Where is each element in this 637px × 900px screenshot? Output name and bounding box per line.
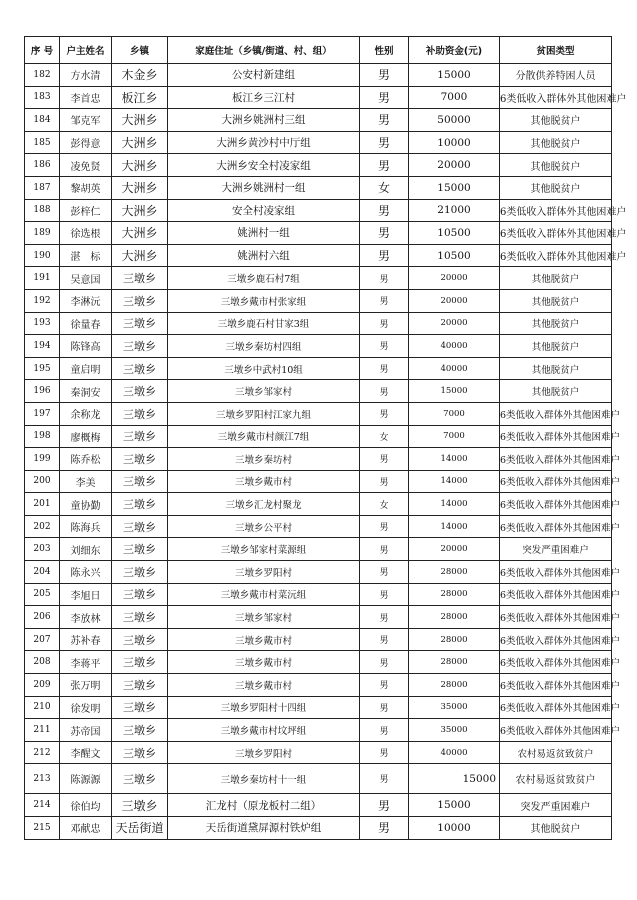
cell-type: 6类低收入群体外其他困难户 bbox=[500, 651, 612, 674]
cell-name: 李蒋平 bbox=[60, 651, 112, 674]
table-row bbox=[25, 628, 612, 651]
cell-amount: 10000 bbox=[409, 817, 500, 840]
cell-address: 大洲乡姚洲村一组 bbox=[168, 176, 360, 199]
cell-amount: 15000 bbox=[409, 794, 500, 817]
cell-town: 三墩乡 bbox=[112, 606, 168, 629]
cell-amount: 14000 bbox=[409, 448, 500, 471]
cell-amount: 40000 bbox=[409, 741, 500, 764]
cell-type: 6类低收入群体外其他困难户 bbox=[500, 606, 612, 629]
subsidy-table bbox=[24, 36, 627, 840]
cell-sex: 男 bbox=[360, 109, 409, 132]
cell-sex: 男 bbox=[360, 696, 409, 719]
cell-type: 6类低收入群体外其他困难户 bbox=[500, 448, 612, 471]
cell-sex: 男 bbox=[360, 741, 409, 764]
cell-no: 204 bbox=[25, 561, 60, 584]
cell-town: 三墩乡 bbox=[112, 674, 168, 697]
table-row bbox=[25, 402, 612, 425]
cell-amount: 15000 bbox=[409, 64, 500, 87]
cell-address: 三墩乡戴市村颜江7组 bbox=[168, 425, 360, 448]
cell-name: 余称龙 bbox=[60, 402, 112, 425]
cell-name: 方水清 bbox=[60, 64, 112, 87]
cell-town: 三墩乡 bbox=[112, 515, 168, 538]
cell-no: 182 bbox=[25, 64, 60, 87]
cell-name: 邹克军 bbox=[60, 109, 112, 132]
cell-sex: 男 bbox=[360, 312, 409, 335]
cell-amount: 50000 bbox=[409, 109, 500, 132]
cell-type: 其他脱贫户 bbox=[500, 154, 612, 177]
cell-address: 三墩乡戴市村 bbox=[168, 674, 360, 697]
table-row bbox=[25, 244, 612, 267]
cell-name: 陈乔松 bbox=[60, 448, 112, 471]
cell-type: 其他脱贫户 bbox=[500, 312, 612, 335]
cell-type: 6类低收入群体外其他困难户 bbox=[500, 719, 612, 742]
cell-sex: 男 bbox=[360, 764, 409, 794]
cell-sex: 男 bbox=[360, 674, 409, 697]
cell-type: 其他脱贫户 bbox=[500, 289, 612, 312]
cell-sex: 男 bbox=[360, 335, 409, 358]
cell-name: 徐量春 bbox=[60, 312, 112, 335]
cell-address: 公安村新建组 bbox=[168, 64, 360, 87]
cell-sex: 男 bbox=[360, 64, 409, 87]
cell-address: 三墩乡罗阳村 bbox=[168, 741, 360, 764]
cell-no: 202 bbox=[25, 515, 60, 538]
cell-address: 大洲乡姚洲村三组 bbox=[168, 109, 360, 132]
cell-no: 194 bbox=[25, 335, 60, 358]
cell-sex: 男 bbox=[360, 606, 409, 629]
cell-address: 三墩乡邹家村 bbox=[168, 606, 360, 629]
table-row bbox=[25, 764, 612, 794]
cell-town: 三墩乡 bbox=[112, 448, 168, 471]
cell-type: 突发严重困难户 bbox=[500, 538, 612, 561]
table-row bbox=[25, 64, 612, 87]
cell-address: 三墩乡中武村10组 bbox=[168, 357, 360, 380]
cell-name: 张万明 bbox=[60, 674, 112, 697]
cell-name: 李淋沅 bbox=[60, 289, 112, 312]
cell-type: 6类低收入群体外其他困难户 bbox=[500, 470, 612, 493]
table-row bbox=[25, 448, 612, 471]
table-body bbox=[25, 64, 627, 840]
cell-amount: 7000 bbox=[409, 86, 500, 109]
cell-name: 邓献忠 bbox=[60, 817, 112, 840]
cell-name: 徐伯均 bbox=[60, 794, 112, 817]
cell-sex: 男 bbox=[360, 515, 409, 538]
cell-name: 李美 bbox=[60, 470, 112, 493]
table-row bbox=[25, 86, 612, 109]
cell-sex: 男 bbox=[360, 199, 409, 222]
cell-address: 三墩乡汇龙村聚龙 bbox=[168, 493, 360, 516]
cell-type: 其他脱贫户 bbox=[500, 357, 612, 380]
cell-town: 大洲乡 bbox=[112, 244, 168, 267]
header-address: 家庭住址（乡镇/街道、村、组） bbox=[168, 37, 360, 64]
cell-town: 大洲乡 bbox=[112, 109, 168, 132]
cell-town: 三墩乡 bbox=[112, 538, 168, 561]
cell-town: 三墩乡 bbox=[112, 289, 168, 312]
cell-town: 木金乡 bbox=[112, 64, 168, 87]
cell-amount: 14000 bbox=[409, 470, 500, 493]
cell-no: 185 bbox=[25, 131, 60, 154]
cell-amount: 14000 bbox=[409, 493, 500, 516]
cell-sex: 男 bbox=[360, 794, 409, 817]
cell-type: 6类低收入群体外其他困难户 bbox=[500, 493, 612, 516]
cell-name: 陈海兵 bbox=[60, 515, 112, 538]
table-row bbox=[25, 380, 612, 403]
table-row bbox=[25, 357, 612, 380]
cell-address: 三墩乡戴市村坟坪组 bbox=[168, 719, 360, 742]
table-row bbox=[25, 538, 612, 561]
cell-no: 208 bbox=[25, 651, 60, 674]
cell-amount: 7000 bbox=[409, 402, 500, 425]
cell-town: 三墩乡 bbox=[112, 470, 168, 493]
table-row bbox=[25, 176, 612, 199]
cell-name: 苏补春 bbox=[60, 628, 112, 651]
table-row bbox=[25, 696, 612, 719]
table-row bbox=[25, 674, 612, 697]
cell-sex: 男 bbox=[360, 380, 409, 403]
cell-sex: 男 bbox=[360, 289, 409, 312]
header-name: 户主姓名 bbox=[60, 37, 112, 64]
cell-sex: 男 bbox=[360, 244, 409, 267]
header-sex: 性别 bbox=[360, 37, 409, 64]
cell-type: 6类低收入群体外其他困难户 bbox=[500, 515, 612, 538]
cell-town: 三墩乡 bbox=[112, 583, 168, 606]
cell-sex: 女 bbox=[360, 493, 409, 516]
cell-no: 197 bbox=[25, 402, 60, 425]
cell-sex: 女 bbox=[360, 425, 409, 448]
cell-no: 196 bbox=[25, 380, 60, 403]
cell-name: 李首忠 bbox=[60, 86, 112, 109]
cell-town: 大洲乡 bbox=[112, 154, 168, 177]
cell-no: 198 bbox=[25, 425, 60, 448]
cell-address: 三墩乡罗阳村十四组 bbox=[168, 696, 360, 719]
cell-no: 211 bbox=[25, 719, 60, 742]
cell-amount: 14000 bbox=[409, 515, 500, 538]
cell-sex: 男 bbox=[360, 222, 409, 245]
cell-town: 大洲乡 bbox=[112, 131, 168, 154]
cell-no: 207 bbox=[25, 628, 60, 651]
cell-type: 6类低收入群体外其他困难户 bbox=[500, 583, 612, 606]
table-row bbox=[25, 335, 612, 358]
cell-town: 三墩乡 bbox=[112, 561, 168, 584]
cell-no: 192 bbox=[25, 289, 60, 312]
cell-address: 板江乡三江村 bbox=[168, 86, 360, 109]
cell-sex: 男 bbox=[360, 538, 409, 561]
cell-town: 三墩乡 bbox=[112, 651, 168, 674]
cell-name: 李放林 bbox=[60, 606, 112, 629]
cell-sex: 男 bbox=[360, 651, 409, 674]
cell-sex: 男 bbox=[360, 86, 409, 109]
cell-name: 苏帝国 bbox=[60, 719, 112, 742]
cell-address: 三墩乡戴市村 bbox=[168, 628, 360, 651]
table-row bbox=[25, 719, 612, 742]
header-row bbox=[25, 37, 612, 64]
cell-no: 209 bbox=[25, 674, 60, 697]
cell-town: 三墩乡 bbox=[112, 402, 168, 425]
cell-name: 彭梓仁 bbox=[60, 199, 112, 222]
table-row bbox=[25, 289, 612, 312]
cell-no: 203 bbox=[25, 538, 60, 561]
cell-address: 三墩乡邹家村菜源组 bbox=[168, 538, 360, 561]
cell-amount: 10500 bbox=[409, 244, 500, 267]
header-no: 序 号 bbox=[25, 37, 60, 64]
cell-type: 6类低收入群体外其他困难户 bbox=[500, 674, 612, 697]
cell-address: 三墩乡罗阳村江家九组 bbox=[168, 402, 360, 425]
cell-name: 李醒文 bbox=[60, 741, 112, 764]
cell-amount: 21000 bbox=[409, 199, 500, 222]
table-row bbox=[25, 794, 612, 817]
cell-type: 农村易返贫致贫户 bbox=[500, 764, 612, 794]
cell-sex: 男 bbox=[360, 357, 409, 380]
header-amount: 补助资金(元) bbox=[409, 37, 500, 64]
cell-no: 187 bbox=[25, 176, 60, 199]
table-row bbox=[25, 515, 612, 538]
cell-town: 三墩乡 bbox=[112, 764, 168, 794]
cell-amount: 35000 bbox=[409, 719, 500, 742]
cell-type: 其他脱贫户 bbox=[500, 335, 612, 358]
cell-town: 三墩乡 bbox=[112, 696, 168, 719]
cell-sex: 男 bbox=[360, 448, 409, 471]
cell-amount: 28000 bbox=[409, 651, 500, 674]
table-row bbox=[25, 267, 612, 290]
cell-town: 三墩乡 bbox=[112, 741, 168, 764]
cell-name: 徐选根 bbox=[60, 222, 112, 245]
header-town: 乡镇 bbox=[112, 37, 168, 64]
header-type: 贫困类型 bbox=[500, 37, 612, 64]
cell-no: 190 bbox=[25, 244, 60, 267]
cell-town: 三墩乡 bbox=[112, 425, 168, 448]
table-row bbox=[25, 312, 612, 335]
cell-amount: 20000 bbox=[409, 538, 500, 561]
table-row bbox=[25, 470, 612, 493]
cell-no: 199 bbox=[25, 448, 60, 471]
cell-town: 板江乡 bbox=[112, 86, 168, 109]
table-row bbox=[25, 817, 612, 840]
cell-sex: 男 bbox=[360, 561, 409, 584]
table-row bbox=[25, 425, 612, 448]
table-row bbox=[25, 561, 612, 584]
cell-name: 童协勤 bbox=[60, 493, 112, 516]
cell-address: 三墩乡鹿石村甘家3组 bbox=[168, 312, 360, 335]
cell-address: 三墩乡鹿石村7组 bbox=[168, 267, 360, 290]
cell-amount: 7000 bbox=[409, 425, 500, 448]
cell-amount: 35000 bbox=[409, 696, 500, 719]
cell-town: 三墩乡 bbox=[112, 628, 168, 651]
cell-name: 秦洞安 bbox=[60, 380, 112, 403]
cell-sex: 男 bbox=[360, 402, 409, 425]
cell-amount: 20000 bbox=[409, 154, 500, 177]
cell-amount: 15000 bbox=[409, 380, 500, 403]
cell-type: 其他脱贫户 bbox=[500, 131, 612, 154]
cell-sex: 男 bbox=[360, 154, 409, 177]
cell-type: 6类低收入群体外其他困难户 bbox=[500, 561, 612, 584]
cell-town: 三墩乡 bbox=[112, 312, 168, 335]
cell-sex: 男 bbox=[360, 583, 409, 606]
cell-amount: 40000 bbox=[409, 357, 500, 380]
cell-type: 其他脱贫户 bbox=[500, 267, 612, 290]
cell-town: 三墩乡 bbox=[112, 335, 168, 358]
cell-address: 三墩乡戴市村 bbox=[168, 651, 360, 674]
cell-address: 汇龙村（原龙板村二组） bbox=[168, 794, 360, 817]
table-row bbox=[25, 583, 612, 606]
cell-address: 大洲乡安全村凌家组 bbox=[168, 154, 360, 177]
cell-amount: 15000 bbox=[409, 764, 500, 794]
cell-type: 突发严重困难户 bbox=[500, 794, 612, 817]
cell-town: 大洲乡 bbox=[112, 176, 168, 199]
cell-address: 三墩乡公平村 bbox=[168, 515, 360, 538]
cell-address: 大洲乡黄沙村中厅组 bbox=[168, 131, 360, 154]
cell-amount: 28000 bbox=[409, 606, 500, 629]
cell-name: 陈源源 bbox=[60, 764, 112, 794]
cell-address: 姚洲村六组 bbox=[168, 244, 360, 267]
cell-no: 201 bbox=[25, 493, 60, 516]
cell-amount: 10000 bbox=[409, 131, 500, 154]
cell-no: 184 bbox=[25, 109, 60, 132]
cell-town: 大洲乡 bbox=[112, 222, 168, 245]
cell-name: 黎胡英 bbox=[60, 176, 112, 199]
cell-name: 彭得意 bbox=[60, 131, 112, 154]
table-row bbox=[25, 154, 612, 177]
cell-type: 6类低收入群体外其他困难户 bbox=[500, 222, 612, 245]
cell-town: 天岳街道 bbox=[112, 817, 168, 840]
cell-town: 三墩乡 bbox=[112, 719, 168, 742]
cell-sex: 男 bbox=[360, 131, 409, 154]
cell-sex: 男 bbox=[360, 470, 409, 493]
cell-amount: 28000 bbox=[409, 561, 500, 584]
cell-address: 三墩乡戴市村张家组 bbox=[168, 289, 360, 312]
cell-no: 186 bbox=[25, 154, 60, 177]
cell-no: 214 bbox=[25, 794, 60, 817]
cell-type: 其他脱贫户 bbox=[500, 176, 612, 199]
cell-amount: 20000 bbox=[409, 289, 500, 312]
table-row bbox=[25, 109, 612, 132]
table-row bbox=[25, 741, 612, 764]
cell-type: 农村易返贫致贫户 bbox=[500, 741, 612, 764]
cell-town: 大洲乡 bbox=[112, 199, 168, 222]
cell-no: 191 bbox=[25, 267, 60, 290]
cell-name: 陈锋高 bbox=[60, 335, 112, 358]
cell-type: 6类低收入群体外其他困难户 bbox=[500, 696, 612, 719]
cell-address: 姚洲村一组 bbox=[168, 222, 360, 245]
cell-type: 其他脱贫户 bbox=[500, 380, 612, 403]
cell-type: 6类低收入群体外其他困难户 bbox=[500, 628, 612, 651]
cell-no: 210 bbox=[25, 696, 60, 719]
cell-sex: 男 bbox=[360, 628, 409, 651]
cell-town: 三墩乡 bbox=[112, 794, 168, 817]
table-row bbox=[25, 131, 612, 154]
cell-town: 三墩乡 bbox=[112, 380, 168, 403]
cell-name: 吴意国 bbox=[60, 267, 112, 290]
cell-no: 215 bbox=[25, 817, 60, 840]
cell-name: 廖概梅 bbox=[60, 425, 112, 448]
table-row bbox=[25, 199, 612, 222]
cell-no: 183 bbox=[25, 86, 60, 109]
cell-amount: 28000 bbox=[409, 628, 500, 651]
cell-address: 三墩乡戴市村 bbox=[168, 470, 360, 493]
cell-sex: 男 bbox=[360, 719, 409, 742]
cell-address: 三墩乡戴市村菜沅组 bbox=[168, 583, 360, 606]
cell-town: 三墩乡 bbox=[112, 357, 168, 380]
table-row bbox=[25, 493, 612, 516]
cell-town: 三墩乡 bbox=[112, 493, 168, 516]
cell-no: 193 bbox=[25, 312, 60, 335]
cell-amount: 28000 bbox=[409, 583, 500, 606]
cell-no: 205 bbox=[25, 583, 60, 606]
cell-no: 200 bbox=[25, 470, 60, 493]
cell-address: 天岳街道黛屏源村铁炉组 bbox=[168, 817, 360, 840]
table-row bbox=[25, 651, 612, 674]
cell-amount: 20000 bbox=[409, 267, 500, 290]
cell-no: 188 bbox=[25, 199, 60, 222]
cell-type: 6类低收入群体外其他困难户 bbox=[500, 199, 612, 222]
cell-type: 6类低收入群体外其他困难户 bbox=[500, 402, 612, 425]
cell-name: 凌免贤 bbox=[60, 154, 112, 177]
cell-type: 6类低收入群体外其他困难户 bbox=[500, 86, 612, 109]
cell-sex: 男 bbox=[360, 817, 409, 840]
cell-name: 刘细东 bbox=[60, 538, 112, 561]
table-row bbox=[25, 222, 612, 245]
cell-type: 其他脱贫户 bbox=[500, 817, 612, 840]
cell-no: 206 bbox=[25, 606, 60, 629]
cell-no: 213 bbox=[25, 764, 60, 794]
cell-amount: 20000 bbox=[409, 312, 500, 335]
cell-name: 李旭日 bbox=[60, 583, 112, 606]
cell-address: 三墩乡秦坊村 bbox=[168, 448, 360, 471]
cell-address: 安全村凌家组 bbox=[168, 199, 360, 222]
cell-address: 三墩乡秦坊村十一组 bbox=[168, 764, 360, 794]
cell-name: 陈永兴 bbox=[60, 561, 112, 584]
cell-type: 6类低收入群体外其他困难户 bbox=[500, 425, 612, 448]
cell-type: 其他脱贫户 bbox=[500, 109, 612, 132]
cell-sex: 女 bbox=[360, 176, 409, 199]
cell-amount: 28000 bbox=[409, 674, 500, 697]
cell-amount: 15000 bbox=[409, 176, 500, 199]
cell-name: 湛 标 bbox=[60, 244, 112, 267]
cell-address: 三墩乡罗阳村 bbox=[168, 561, 360, 584]
cell-name: 徐发明 bbox=[60, 696, 112, 719]
cell-amount: 10500 bbox=[409, 222, 500, 245]
cell-sex: 男 bbox=[360, 267, 409, 290]
cell-type: 分散供养特困人员 bbox=[500, 64, 612, 87]
cell-no: 212 bbox=[25, 741, 60, 764]
table-row bbox=[25, 606, 612, 629]
cell-no: 189 bbox=[25, 222, 60, 245]
cell-town: 三墩乡 bbox=[112, 267, 168, 290]
cell-no: 195 bbox=[25, 357, 60, 380]
cell-name: 童启明 bbox=[60, 357, 112, 380]
cell-address: 三墩乡邹家村 bbox=[168, 380, 360, 403]
cell-address: 三墩乡秦坊村四组 bbox=[168, 335, 360, 358]
cell-type: 6类低收入群体外其他困难户 bbox=[500, 244, 612, 267]
cell-amount: 40000 bbox=[409, 335, 500, 358]
